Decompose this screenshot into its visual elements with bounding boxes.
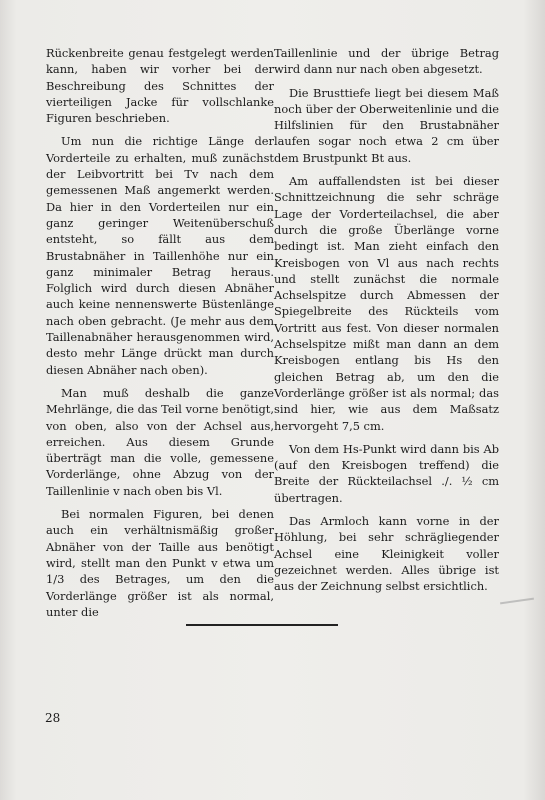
paragraph: Von dem Hs-Punkt wird dann bis Ab (auf den Kreisbogen treffend) die Breite der Rückteilachsel ./. ½ cm übertragen. bbox=[274, 441, 499, 505]
paragraph: Taillenlinie und der übrige Betrag wird dann nur nach oben abgesetzt. bbox=[274, 46, 499, 77]
page-number: 28 bbox=[45, 711, 61, 725]
right-text-column bbox=[274, 45, 499, 602]
paragraph: Das Armloch kann vorne in der Höhlung, bei sehr schrägliegender Achsel eine Kleinigkeit voller gezeichnet werden. Alles übrige ist aus der Zeichnung selbst ersichtlich. bbox=[274, 514, 499, 594]
paragraph: Bei normalen Figuren, bei denen auch ein verhältnismäßig großer Abnäher von der Taille aus benötigt wird, stellt man den Punkt v etwa um 1/3 des Betrages, um den die Vorderlänge größer ist als normal, unter die bbox=[46, 507, 274, 619]
paragraph: Man muß deshalb die ganze Mehrlänge, die das Teil vorne benötigt, von oben, also von der Achsel aus, erreichen. Aus diesem Grunde überträgt man die volle, gemessene Vorderlänge, ohne Abzug von der Taillenlinie v nach oben bis Vl. bbox=[46, 385, 274, 498]
page-scuff-mark bbox=[500, 598, 534, 605]
paragraph: Rückenbreite genau festgelegt werden kann, haben wir vorher bei der Beschreibung des Schnittes der vierteiligen Jacke für vollschlanke Figuren beschrieben. bbox=[46, 46, 274, 126]
paragraph: Um nun die richtige Länge der Vorderteile zu erhalten, muß zunächst der Leibvortritt bei Tv nach dem gemessenen Maß angemerkt werden. Da hier in den Vorderteilen nur ein ganz geringer Weitenüberschuß entsteht, so fällt aus dem Brustabnäher in Taillenhöhe nur ein ganz minimaler Betrag heraus. Folglich wird durch diesen Abnäher auch keine nennenswerte Büstenlänge nach oben gebracht. (Je mehr aus dem Taillenabnäher herausgenommen wird, desto mehr Länge drückt man durch diesen Abnäher nach oben). bbox=[46, 134, 274, 377]
paragraph: Die Brusttiefe liegt bei diesem Maß noch über der Oberweitenlinie und die Hilfslinien für den Brustabnäher laufen sogar noch etwa 2 cm über dem Brustpunkt Bt aus. bbox=[274, 85, 499, 165]
left-text-column bbox=[46, 45, 274, 627]
section-divider-rule bbox=[186, 624, 338, 626]
paragraph: Am auffallendsten ist bei dieser Schnittzeichnung die sehr schräge Lage der Vorderteilachsel, die aber durch die große Überlänge vorne bedingt ist. Man zieht einfach den Kreisbogen von Vl aus nach rechts und stellt zunächst die normale Achselspitze durch Abmessen der Spiegelbreite des Rückteils vom Vortritt aus fest. Von dieser normalen Achselspitze mißt man dann an dem Kreisbogen entlang bis Hs den gleichen Betrag ab, um den die Vorderlänge größer ist als normal; das sind hier, wie aus dem Maßsatz hervorgeht 7,5 cm. bbox=[274, 174, 499, 433]
